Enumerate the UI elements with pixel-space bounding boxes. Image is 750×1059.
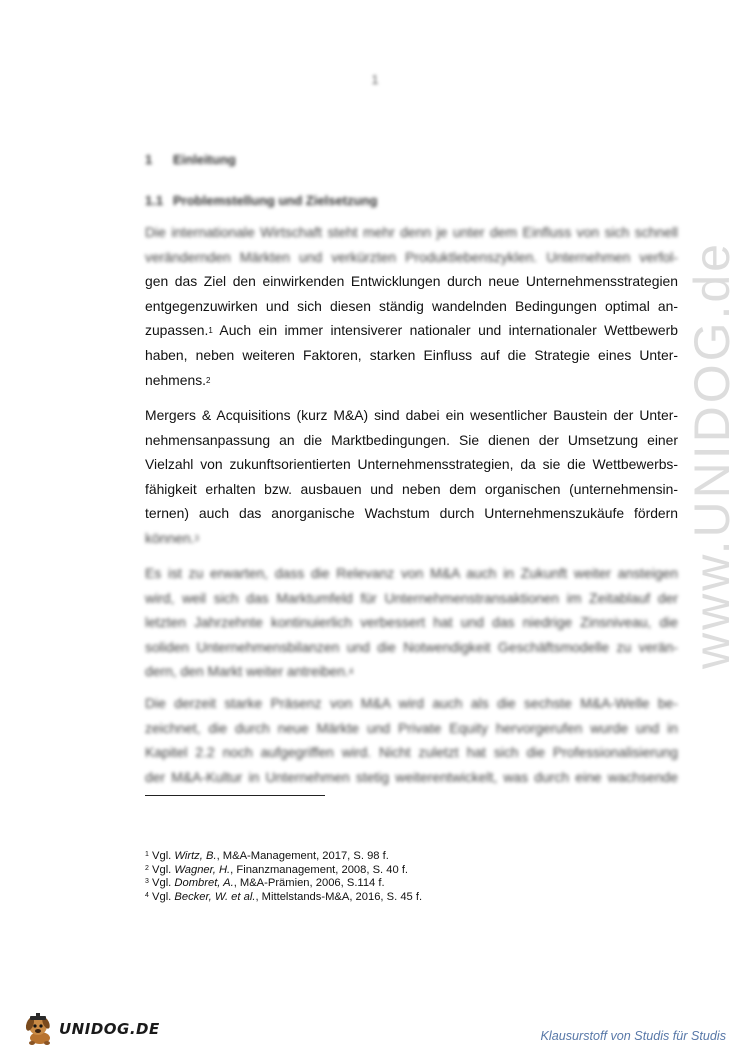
footnote-author: Dombret, A.: [174, 877, 234, 890]
paragraph-line-blurred: [145, 659, 678, 684]
paragraph-line-blurred: letzten Jahrzehnte kontinuierlich verbessert hat und das niedrige Zinsniveau, die: [145, 614, 678, 631]
line-text: können.: [145, 529, 195, 546]
paragraph-line: Vielzahl von zukunftsorientierten Unternehmensstrategien, da sie die Wettbewerbs-: [145, 456, 678, 473]
chapter-heading-number: 1: [145, 152, 153, 167]
paragraph-line-blurred: Die internationale Wirtschaft steht mehr denn je unter dem Einfluss von sich schnell: [145, 224, 678, 240]
section-heading-title: Problemstellung und Zielsetzung: [173, 193, 378, 208]
paragraph-line-blurred: Es ist zu erwarten, dass die Relevanz von M&A auch in Zukunft weiter ansteigen: [145, 565, 678, 581]
paragraph-line: fähigkeit erhalten bzw. ausbauen und neben dem organischen (unternehmensin-: [145, 480, 678, 497]
paragraph-line: ternen) auch das anorganische Wachstum durch Unternehmenszukäufe fördern: [145, 505, 678, 522]
paragraph-line-blurred: Kapitel 2.2 noch aufgegriffen wird. Nicht zuletzt hat sich die Professionalisierung: [145, 744, 678, 761]
footnote-prefix: Vgl.: [152, 890, 175, 903]
footnote: [145, 850, 422, 864]
footnotes: [145, 850, 422, 904]
watermark: www.UNIDOG.de: [684, 241, 740, 669]
line-text: nehmens.: [145, 371, 207, 388]
section-heading-number: 1.1: [145, 193, 164, 208]
footnote-source: , M&A-Management, 2017, S. 98 f.: [216, 850, 389, 862]
paragraph-line-blurred: [145, 526, 678, 551]
logo-text: UNIDOG.DE: [59, 1020, 160, 1038]
tagline: Klausurstoff von Studis für Studis: [540, 1029, 726, 1043]
footnote: [145, 877, 422, 891]
footnote-ref-4: 4: [348, 667, 354, 677]
paragraph-line-blurred: der M&A-Kultur in Unternehmen stetig weiterentwickelt, was durch eine wachsende: [145, 768, 678, 785]
footnote-author: Becker, W. et al.: [174, 890, 256, 903]
footnote-prefix: Vgl.: [152, 850, 175, 862]
footnote-ref-2: 2: [206, 375, 211, 385]
paragraph-line: nehmensanpassung an die Marktbedingungen. Sie dienen der Umsetzung einer: [145, 431, 678, 448]
footnote-number: 4: [145, 891, 149, 899]
footnote-author: Wagner, H.: [174, 863, 231, 876]
footnote-number: 3: [145, 878, 149, 886]
footnote-separator: [145, 795, 325, 796]
line-text: Auch ein immer intensiverer nationaler und internationaler Wettbewerb: [212, 322, 678, 339]
footnote: [145, 864, 422, 878]
footnote-ref-1: 1: [208, 326, 213, 336]
paragraph-line-blurred: verändernden Märkten und verkürzten Produktlebenszyklen. Unternehmen verfol-: [145, 248, 678, 265]
paragraph-line-blurred: Die derzeit starke Präsenz von M&A wird auch als die sechste M&A-Welle be-: [145, 695, 678, 711]
footnote: [145, 891, 422, 905]
section-heading: [145, 193, 377, 208]
paragraph-line: [145, 318, 678, 343]
paragraph-line-blurred: zeichnet, die durch neue Märkte und Private Equity hervorgerufen wurde und in: [145, 719, 678, 736]
paragraph-wave-blurred: [145, 691, 678, 789]
paragraph-mergers: [145, 403, 678, 551]
footnote-source: , Mittelstands-M&A, 2016, S. 45 f.: [255, 890, 423, 903]
footnote-prefix: Vgl.: [152, 863, 175, 876]
footnote-number: 1: [145, 851, 149, 858]
paragraph-line: entgegenzuwirken und sich diesen ständig wandelnden Bedingungen optimal an-: [145, 297, 678, 314]
unidog-logo[interactable]: [22, 1012, 160, 1046]
footnote-prefix: Vgl.: [152, 877, 175, 890]
dog-mascot-icon: [22, 1012, 58, 1046]
paragraph-problem-statement: [145, 220, 678, 392]
paragraph-line: [145, 368, 678, 393]
footnote-number: 2: [145, 864, 149, 872]
footnote-source: , M&A-Prämien, 2006, S.114 f.: [233, 877, 385, 890]
paragraph-line: gen das Ziel den einwirkenden Entwicklungen durch neue Unternehmensstrategien: [145, 273, 678, 290]
paragraph-line: Mergers & Acquisitions (kurz M&A) sind dabei ein wesentlicher Baustein der Unter-: [145, 407, 678, 423]
footnote-ref-3: 3: [194, 533, 199, 543]
paragraph-relevance-blurred: [145, 561, 678, 684]
footnote-source: , Finanzmanagement, 2008, S. 40 f.: [230, 863, 409, 876]
line-text: dern, den Markt weiter antreiben.: [145, 663, 349, 680]
line-text: zupassen.: [145, 322, 209, 339]
footnote-author: Wirtz, B.: [174, 850, 217, 862]
page-number: 1: [371, 72, 379, 87]
chapter-heading-title: Einleitung: [173, 152, 236, 167]
paragraph-line-blurred: wird, weil sich das Marktumfeld für Unternehmenstransaktionen im Zeitablauf der: [145, 589, 678, 606]
chapter-heading: [145, 152, 236, 167]
paragraph-line: haben, neben weiteren Faktoren, starken Einfluss auf die Strategie eines Unter-: [145, 346, 678, 363]
paragraph-line-blurred: soliden Unternehmensbilanzen und die Notwendigkeit Geschäftsmodelle zu verän-: [145, 638, 678, 655]
